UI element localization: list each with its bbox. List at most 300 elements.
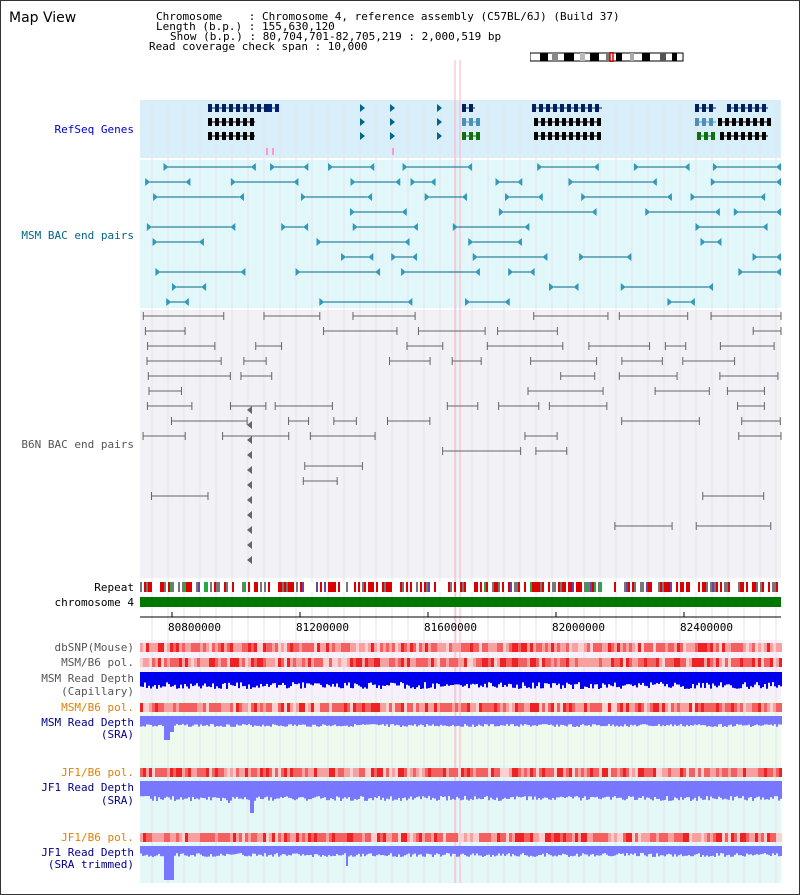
dbsnp-strip (254, 643, 257, 652)
jf1-depth-sra-bar (174, 781, 176, 801)
jf1-pol-strip (410, 768, 413, 777)
msm-pol-strip (356, 658, 359, 667)
gene-exon (748, 104, 752, 112)
chromosome-ideogram[interactable] (530, 52, 684, 62)
jf1-pol-2-strip (599, 833, 602, 842)
msm-depth-sra-bar (546, 716, 548, 724)
repeat-element (726, 582, 728, 592)
jf1-pol-strip (620, 768, 623, 777)
msm-depth-capillary-bar (688, 672, 690, 689)
jf1-pol-strip (470, 768, 473, 777)
msm-depth-capillary-bar (450, 672, 452, 685)
jf1-pol-strip (221, 768, 224, 777)
msm-pol-strip (191, 658, 194, 667)
dbsnp-strip (317, 643, 320, 652)
jf1-depth-trimmed-bar (548, 846, 550, 854)
msm-depth-capillary-bar (282, 672, 284, 683)
msm-depth-sra-bar (262, 716, 264, 725)
msm-pol-strip (164, 658, 167, 667)
jf1-depth-sra-bar (206, 781, 208, 800)
track-label-jf1-depth-trimmed[interactable]: JF1 Read Depth (41, 846, 134, 859)
jf1-depth-trimmed-bar (682, 846, 684, 856)
jf1-depth-trimmed-bar (680, 846, 682, 854)
jf1-depth-trimmed-bar (696, 846, 698, 854)
dbsnp-strip (767, 643, 770, 652)
repeat-element (754, 582, 756, 592)
jf1-pol-2-strip (485, 833, 488, 842)
dbsnp-strip (200, 643, 203, 652)
jf1-pol-2-strip (773, 833, 776, 842)
msm-depth-capillary-bar (766, 672, 768, 689)
track-label-repeat[interactable]: Repeat (94, 581, 134, 594)
msm-pol-sra-strip (359, 703, 362, 712)
jf1-pol-strip (266, 768, 269, 777)
msm-pol-sra-strip (749, 703, 752, 712)
jf1-pol-strip (287, 768, 290, 777)
jf1-depth-sra-bar (228, 781, 230, 803)
msm-depth-sra-bar (660, 716, 662, 726)
msm-depth-sra-bar (180, 716, 182, 725)
repeat-element (354, 582, 356, 592)
jf1-pol-2-strip (320, 833, 323, 842)
msm-depth-capillary-bar (382, 672, 384, 686)
jf1-depth-sra-bar (578, 781, 580, 797)
jf1-depth-trimmed-bar (734, 846, 736, 855)
track-label-msm-b6-pol[interactable]: MSM/B6 pol. (61, 656, 134, 669)
msm-pol-strip (227, 658, 230, 667)
jf1-depth-sra-bar (422, 781, 424, 796)
repeat-element (634, 582, 636, 592)
jf1-depth-sra-bar (240, 781, 242, 799)
jf1-pol-2-strip (734, 833, 737, 842)
jf1-depth-trimmed-bar (332, 846, 334, 856)
jf1-depth-trimmed-bar (222, 846, 224, 855)
jf1-depth-trimmed-bar (420, 846, 422, 854)
jf1-depth-trimmed-bar (588, 846, 590, 856)
jf1-pol-strip (377, 768, 380, 777)
jf1-pol-strip (542, 768, 545, 777)
jf1-pol-2-strip (452, 833, 455, 842)
dbsnp-strip (428, 643, 431, 652)
jf1-depth-sra-bar (772, 781, 774, 799)
jf1-depth-sra-bar (692, 781, 694, 800)
dbsnp-strip (716, 643, 719, 652)
jf1-pol-strip (206, 768, 209, 777)
repeat-element (712, 582, 714, 592)
msm-pol-strip (731, 658, 734, 667)
msm-depth-sra-bar (604, 716, 606, 726)
repeat-element (260, 582, 262, 592)
msm-pol-sra-strip (269, 703, 272, 712)
msm-pol-strip (485, 658, 488, 667)
msm-pol-strip (506, 658, 509, 667)
dbsnp-strip (248, 643, 251, 652)
dbsnp-strip (290, 643, 293, 652)
jf1-depth-sra-bar (330, 781, 332, 798)
msm-depth-capillary-bar (308, 672, 310, 683)
repeat-element (660, 582, 662, 592)
jf1-depth-sra-bar (582, 781, 584, 798)
jf1-pol-2-strip (695, 833, 698, 842)
jf1-depth-sra-bar (252, 781, 254, 813)
msm-depth-capillary-bar (208, 672, 210, 686)
jf1-depth-sra-bar (652, 781, 654, 800)
jf1-pol-2-strip (608, 833, 611, 842)
dbsnp-strip (242, 643, 245, 652)
jf1-pol-2-strip (758, 833, 761, 842)
jf1-pol-strip (269, 768, 272, 777)
msm-depth-sra-bar (258, 716, 260, 726)
msm-pol-strip (404, 658, 407, 667)
jf1-pol-strip (314, 768, 317, 777)
jf1-depth-sra-bar (732, 781, 734, 800)
axis-tick-label: 82400000 (680, 621, 733, 634)
jf1-depth-trimmed-bar (438, 846, 440, 854)
msm-depth-capillary-bar (270, 672, 272, 685)
jf1-pol-2-strip (746, 833, 749, 842)
jf1-depth-sra-bar (452, 781, 454, 799)
jf1-pol-strip (767, 768, 770, 777)
jf1-pol-2-strip (194, 833, 197, 842)
repeat-element (150, 582, 152, 592)
repeat-element (614, 582, 616, 592)
jf1-pol-2-strip (221, 833, 224, 842)
msm-depth-capillary-bar (396, 672, 398, 685)
msm-depth-capillary-bar (420, 672, 422, 689)
gene-exon (574, 104, 578, 112)
msm-depth-sra-bar (502, 716, 504, 725)
jf1-pol-2-strip (203, 833, 206, 842)
msm-depth-capillary-bar (280, 672, 282, 685)
dbsnp-strip (395, 643, 398, 652)
msm-depth-capillary-bar (378, 672, 380, 685)
track-label-b6n-bac[interactable]: B6N BAC end pairs (21, 438, 134, 451)
repeat-element (214, 582, 216, 592)
jf1-pol-2-strip (347, 833, 350, 842)
jf1-pol-2-strip (314, 833, 317, 842)
jf1-depth-sra-bar (554, 781, 556, 800)
msm-depth-sra-bar (662, 716, 664, 725)
repeat-element (706, 582, 708, 592)
msm-depth-capillary-bar (686, 672, 688, 689)
msm-depth-sra-bar (158, 716, 160, 725)
msm-pol-strip (167, 658, 170, 667)
repeat-element (756, 582, 758, 592)
msm-depth-sra-bar (608, 716, 610, 724)
msm-pol-strip (239, 658, 242, 667)
msm-depth-sra-bar (654, 716, 656, 726)
dbsnp-strip (623, 643, 626, 652)
jf1-depth-trimmed-bar (282, 846, 284, 854)
msm-pol-strip (725, 658, 728, 667)
msm-pol-strip (161, 658, 164, 667)
msm-pol-sra-strip (701, 703, 704, 712)
track-label-msm-depth-sra[interactable]: MSM Read Depth (41, 716, 134, 729)
jf1-pol-strip (371, 768, 374, 777)
gene-exon (243, 118, 247, 126)
msm-pol-strip (590, 658, 593, 667)
jf1-depth-trimmed-bar (634, 846, 636, 853)
msm-depth-capillary-bar (724, 672, 726, 685)
jf1-depth-sra-bar (426, 781, 428, 798)
jf1-pol-strip (758, 768, 761, 777)
msm-depth-sra-bar (532, 716, 534, 725)
msm-depth-capillary-bar (150, 672, 152, 688)
msm-depth-sra-bar (476, 716, 478, 726)
jf1-depth-trimmed-bar (152, 846, 154, 857)
jf1-depth-trimmed-bar (378, 846, 380, 854)
jf1-depth-trimmed-bar (216, 846, 218, 856)
dbsnp-strip (404, 643, 407, 652)
dbsnp-strip (557, 643, 560, 652)
jf1-depth-trimmed-bar (690, 846, 692, 856)
msm-depth-sra-bar (372, 716, 374, 724)
msm-pol-strip (653, 658, 656, 667)
jf1-pol-strip (419, 768, 422, 777)
repeat-element (190, 582, 192, 592)
msm-depth-sra-bar (584, 716, 586, 725)
gene-exon (720, 132, 724, 140)
repeat-element (560, 582, 562, 592)
repeat-element (710, 582, 712, 592)
msm-depth-sra-bar (276, 716, 278, 725)
dbsnp-strip (752, 643, 755, 652)
msm-pol-sra-strip (485, 703, 488, 712)
gene-exon (588, 104, 592, 112)
dbsnp-strip (548, 643, 551, 652)
jf1-pol-strip (617, 768, 620, 777)
jf1-depth-trimmed-bar (450, 846, 452, 856)
msm-pol-strip (407, 658, 410, 667)
jf1-pol-strip (773, 768, 776, 777)
jf1-depth-trimmed-bar (662, 846, 664, 855)
msm-depth-sra-bar (578, 716, 580, 727)
repeat-element (716, 582, 718, 592)
jf1-depth-trimmed-bar (328, 846, 330, 855)
jf1-pol-strip (506, 768, 509, 777)
jf1-pol-strip (500, 768, 503, 777)
msm-pol-sra-strip (284, 703, 287, 712)
msm-depth-sra-bar (396, 716, 398, 725)
jf1-depth-trimmed-bar (764, 846, 766, 853)
jf1-depth-sra-bar (592, 781, 594, 797)
dbsnp-strip (710, 643, 713, 652)
dbsnp-strip (761, 643, 764, 652)
jf1-depth-trimmed-bar (732, 846, 734, 857)
msm-depth-capillary-bar (666, 672, 668, 684)
jf1-pol-strip (254, 768, 257, 777)
jf1-depth-trimmed-bar (272, 846, 274, 857)
jf1-pol-strip (203, 768, 206, 777)
msm-pol-strip (218, 658, 221, 667)
msm-depth-capillary-bar (452, 672, 454, 685)
msm-depth-capillary-bar (224, 672, 226, 683)
msm-pol-strip (767, 658, 770, 667)
msm-pol-sra-strip (587, 703, 590, 712)
jf1-depth-trimmed-bar (206, 846, 208, 857)
jf1-depth-sra-bar (222, 781, 224, 798)
msm-depth-capillary-bar (142, 672, 144, 687)
msm-depth-sra-bar (382, 716, 384, 724)
jf1-pol-strip (209, 768, 212, 777)
jf1-depth-trimmed-bar (502, 846, 504, 854)
jf1-depth-trimmed-bar (334, 846, 336, 856)
jf1-pol-strip (374, 768, 377, 777)
jf1-depth-sra-bar (576, 781, 578, 796)
msm-pol-strip (413, 658, 416, 667)
repeat-element (242, 582, 244, 592)
msm-depth-sra-bar (742, 716, 744, 726)
jf1-depth-trimmed-bar (538, 846, 540, 855)
msm-depth-capillary-bar (726, 672, 728, 684)
msm-pol-sra-strip (494, 703, 497, 712)
jf1-pol-strip (701, 768, 704, 777)
jf1-pol-2-strip (386, 833, 389, 842)
jf1-pol-2-strip (290, 833, 293, 842)
jf1-depth-sra-bar (260, 781, 262, 799)
msm-pol-sra-strip (473, 703, 476, 712)
msm-pol-strip (251, 658, 254, 667)
repeat-element (196, 582, 198, 592)
jf1-depth-trimmed-bar (396, 846, 398, 857)
msm-depth-capillary-bar (518, 672, 520, 689)
jf1-pol-2-strip (323, 833, 326, 842)
jf1-depth-sra-bar (490, 781, 492, 798)
dbsnp-strip (344, 643, 347, 652)
jf1-depth-sra-bar (676, 781, 678, 798)
repeat-element (664, 582, 666, 592)
msm-depth-capillary-bar (304, 672, 306, 688)
msm-depth-capillary-bar (568, 672, 570, 684)
msm-depth-sra-bar (588, 716, 590, 725)
gene-exon (250, 132, 254, 140)
msm-depth-sra-bar (148, 716, 150, 725)
gene-exon (222, 118, 226, 126)
jf1-pol-2-strip (689, 833, 692, 842)
jf1-pol-2-strip (779, 833, 782, 842)
repeat-element (508, 582, 510, 592)
msm-pol-strip (326, 658, 329, 667)
jf1-depth-trimmed-bar (250, 846, 252, 856)
jf1-pol-2-strip (179, 833, 182, 842)
jf1-depth-sra-bar (338, 781, 340, 797)
msm-pol-strip (530, 658, 533, 667)
dbsnp-strip (191, 643, 194, 652)
msm-pol-strip (629, 658, 632, 667)
jf1-pol-strip (251, 768, 254, 777)
jf1-depth-trimmed-bar (600, 846, 602, 855)
jf1-depth-trimmed-bar (664, 846, 666, 856)
msm-depth-sra-bar (312, 716, 314, 725)
jf1-depth-trimmed-bar (380, 846, 382, 855)
jf1-depth-sra-bar (166, 781, 168, 797)
repeat-element (416, 582, 418, 592)
msm-depth-capillary-bar (616, 672, 618, 687)
msm-depth-sra-bar (210, 716, 212, 724)
dbsnp-strip (584, 643, 587, 652)
jf1-pol-2-strip (449, 833, 452, 842)
jf1-depth-sra-bar (770, 781, 772, 797)
msm-depth-capillary-bar (640, 672, 642, 685)
jf1-pol-2-strip (482, 833, 485, 842)
msm-pol-sra-strip (281, 703, 284, 712)
msm-depth-capillary-bar (678, 672, 680, 685)
jf1-depth-sra-bar (344, 781, 346, 797)
jf1-depth-trimmed-bar (290, 846, 292, 855)
msm-pol-sra-strip (770, 703, 773, 712)
msm-depth-capillary-bar (390, 672, 392, 683)
track-label-jf1-b6-pol-2[interactable]: JF1/B6 pol. (61, 831, 134, 844)
jf1-pol-strip (707, 768, 710, 777)
dbsnp-strip (641, 643, 644, 652)
jf1-pol-strip (389, 768, 392, 777)
msm-depth-capillary-bar (194, 672, 196, 685)
track-label-jf1-depth-sra[interactable]: JF1 Read Depth (41, 781, 134, 794)
jf1-pol-strip (485, 768, 488, 777)
jf1-pol-strip (416, 768, 419, 777)
jf1-pol-strip (242, 768, 245, 777)
jf1-depth-sra-bar (424, 781, 426, 797)
jf1-pol-2-strip (653, 833, 656, 842)
jf1-depth-sra-bar (598, 781, 600, 799)
msm-depth-sra-bar (304, 716, 306, 725)
msm-pol-strip (350, 658, 353, 667)
jf1-depth-trimmed-bar (424, 846, 426, 857)
jf1-pol-2-strip (569, 833, 572, 842)
jf1-depth-sra-bar (586, 781, 588, 800)
jf1-pol-strip (362, 768, 365, 777)
track-label-msm-depth-capillary[interactable]: MSM Read Depth (41, 672, 134, 685)
msm-depth-sra-bar (244, 716, 246, 725)
msm-depth-capillary-bar (664, 672, 666, 686)
jf1-pol-2-strip (404, 833, 407, 842)
track-label-msm-b6-pol-sra[interactable]: MSM/B6 pol. (61, 701, 134, 714)
jf1-pol-2-strip (554, 833, 557, 842)
jf1-depth-trimmed-bar (218, 846, 220, 856)
jf1-depth-sra-bar (742, 781, 744, 796)
jf1-depth-trimmed-bar (214, 846, 216, 857)
gene-exon (541, 118, 545, 126)
jf1-depth-trimmed-bar (148, 846, 150, 857)
track-label-msm-bac[interactable]: MSM BAC end pairs (21, 229, 134, 242)
dbsnp-strip (539, 643, 542, 652)
axis-tick-label: 80800000 (168, 621, 221, 634)
msm-depth-sra-bar (234, 716, 236, 727)
msm-depth-sra-bar (164, 716, 166, 740)
track-label-dbsnp[interactable]: dbSNP(Mouse) (54, 641, 134, 654)
track-label-refseq[interactable]: RefSeq Genes (54, 123, 134, 136)
jf1-pol-2-strip (623, 833, 626, 842)
msm-depth-sra-bar (292, 716, 294, 726)
track-label-jf1-b6-pol[interactable]: JF1/B6 pol. (61, 766, 134, 779)
jf1-pol-2-strip (641, 833, 644, 842)
msm-pol-strip (233, 658, 236, 667)
repeat-element (420, 582, 422, 592)
dbsnp-strip (383, 643, 386, 652)
jf1-depth-trimmed-bar (180, 846, 182, 854)
msm-pol-strip (764, 658, 767, 667)
jf1-pol-2-strip (566, 833, 569, 842)
msm-depth-capillary-bar (614, 672, 616, 683)
msm-depth-sra-bar (692, 716, 694, 726)
jf1-depth-sra-bar (408, 781, 410, 799)
msm-pol-sra-strip (245, 703, 248, 712)
dbsnp-strip (245, 643, 248, 652)
msm-depth-capillary-bar (318, 672, 320, 683)
msm-depth-sra-bar (650, 716, 652, 726)
msm-pol-sra-strip (203, 703, 206, 712)
msm-depth-capillary-bar (216, 672, 218, 686)
